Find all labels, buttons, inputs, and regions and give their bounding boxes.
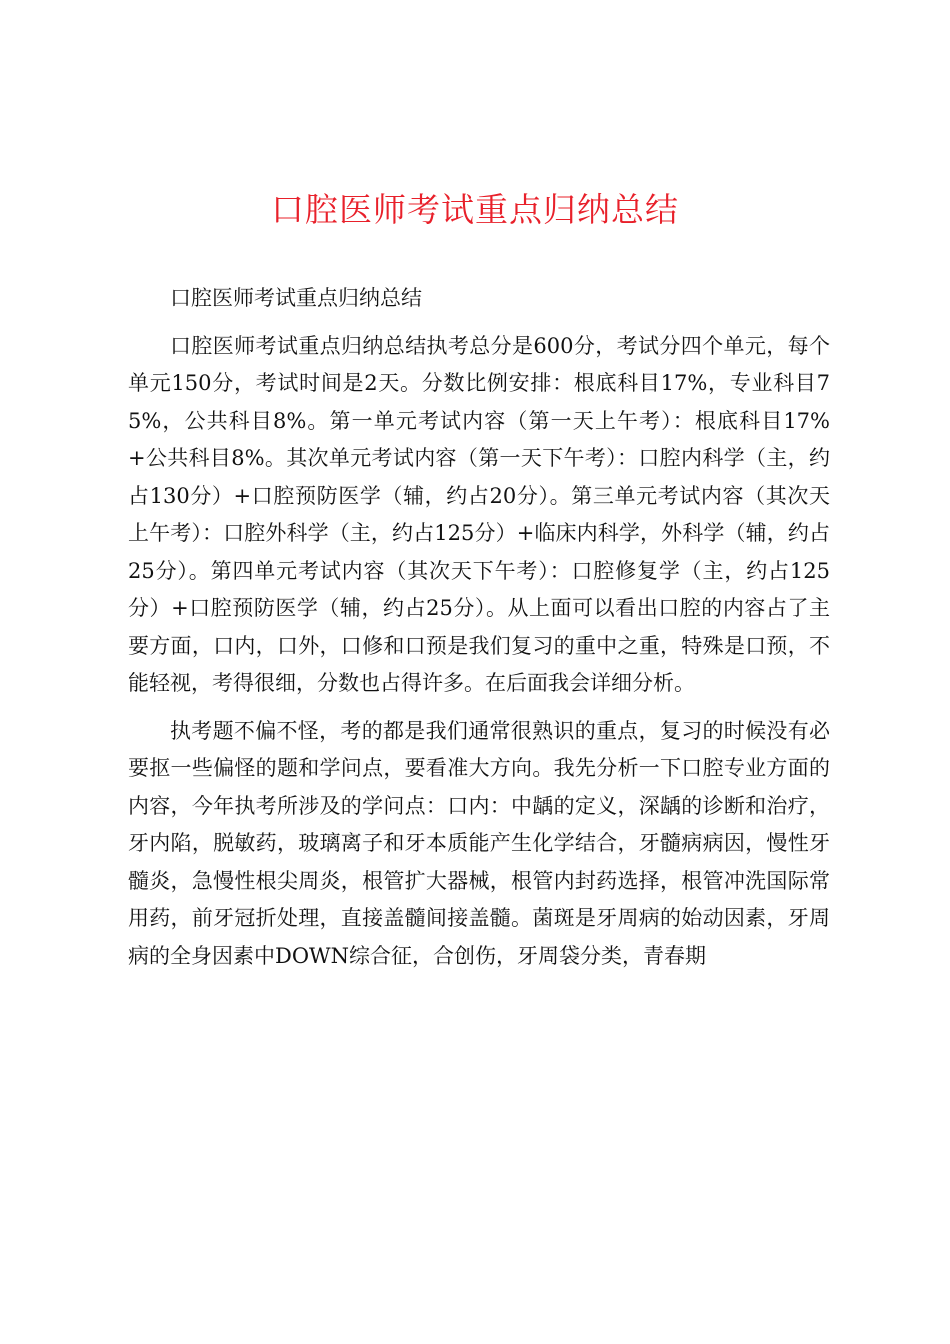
paragraph-subtitle: 口腔医师考试重点归纳总结	[170, 286, 422, 310]
document-title: 口腔医师考试重点归纳总结	[271, 190, 679, 229]
document-body	[128, 280, 830, 985]
paragraph-exam-overview: 口腔医师考试重点归纳总结执考总分是600分，考试分四个单元，每个单元150分，考试时间是2天。分数比例安排：根底科目17%，专业科目75%，公共科目8%。第一单元考试内容（第一天上午考）：根底科目17%+公共科目8%。其次单元考试内容（第一天下午考）：口腔内科学（主，约占130分）+口腔预防医学（辅，约占20分）。第三单元考试内容（其次天上午考）：口腔外科学（主，约占125分）+临床内科学，外科学（辅，约占25分）。第四单元考试内容（其次天下午考）：口腔修复学（主，约占125分）+口腔预防医学（辅，约占25分）。从上面可以看出口腔的内容占了主要方面，口内，口外，口修和口预是我们复习的重中之重，特殊是口预，不能轻视，考得很细，分数也占得许多。在后面我会详细分析。	[128, 333, 830, 695]
paragraph-knowledge-points: 执考题不偏不怪，考的都是我们通常很熟识的重点，复习的时候没有必要抠一些偏怪的题和学问点，要看准大方向。我先分析一下口腔专业方面的内容，今年执考所涉及的学问点：口内：中龋的定义，深龋的诊断和治疗，牙内陷，脱敏药，玻璃离子和牙本质能产生化学结合，牙髓病病因，慢性牙髓炎，急慢性根尖周炎，根管扩大器械，根管内封药选择，根管冲洗国际常用药，前牙冠折处理，直接盖髓间接盖髓。菌斑是牙周病的始动因素，牙周病的全身因素中DOWN综合征，合创伤，牙周袋分类，青春期	[128, 718, 830, 968]
